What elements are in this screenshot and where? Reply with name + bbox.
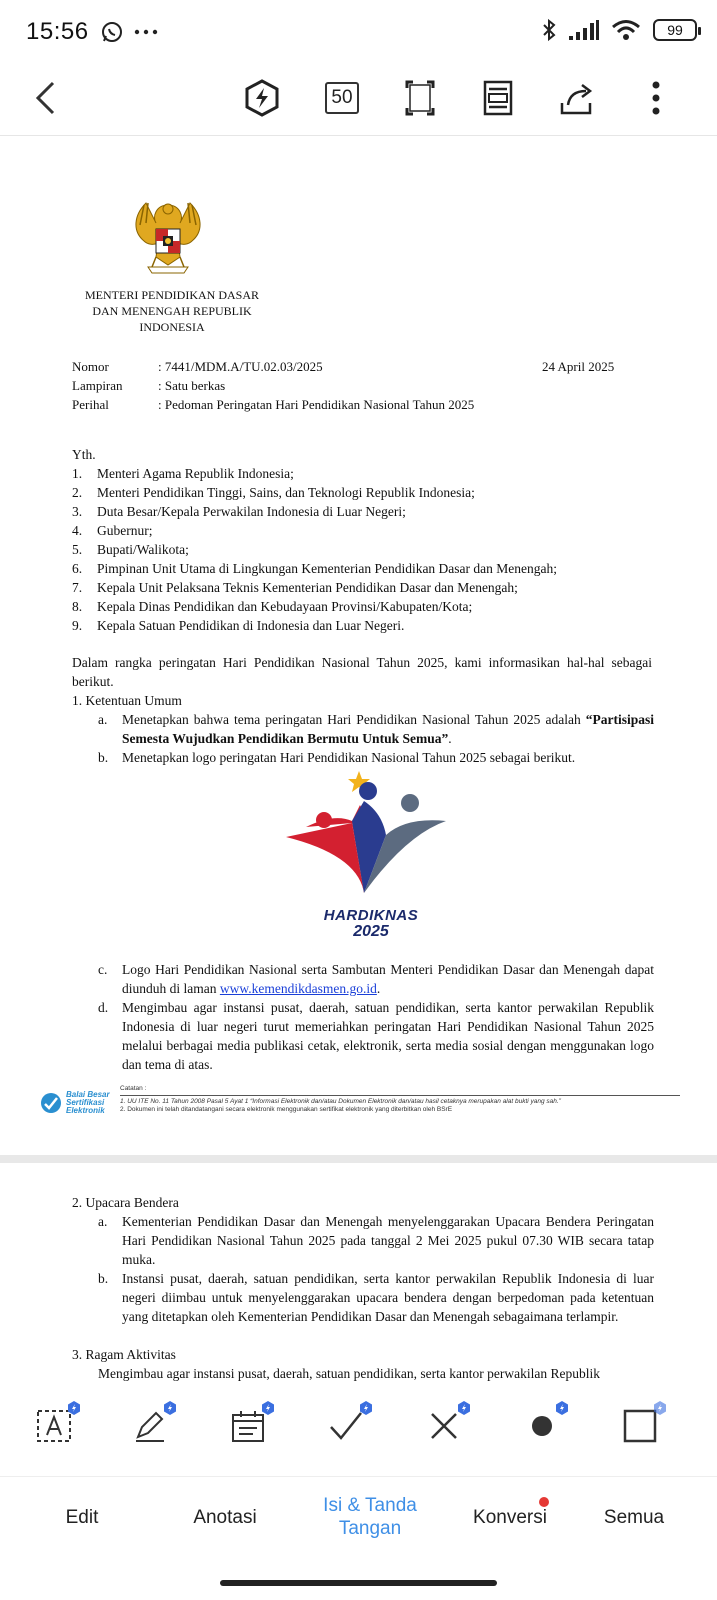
battery-icon xyxy=(653,19,697,41)
list-number: 6. xyxy=(72,561,83,576)
bsre-line: Balai Besar xyxy=(66,1090,110,1099)
page-count-button[interactable] xyxy=(318,74,366,122)
logo-title: HARDIKNAS xyxy=(323,907,419,924)
website-link[interactable]: www.kemendikdasmen.go.id xyxy=(219,981,377,996)
note-item: 2. Dokumen ini telah ditandatangani secara elektronik menggunakan sertifikat elektronik yang diterbitkan oleh BSrE xyxy=(120,1106,453,1113)
list-item xyxy=(72,502,672,521)
intro-paragraph: Dalam rangka peringatan Hari Pendidikan Nasional Tahun 2025, kami informasikan hal-hal sebagai berikut. xyxy=(72,655,652,689)
sub-item xyxy=(98,1212,654,1269)
sub-text-plain: Logo Hari Pendidikan Nasional serta Sambutan Menteri Pendidikan Dasar dan Menengah dapat diunduh di laman xyxy=(122,962,654,996)
bsre-logo-icon xyxy=(40,1092,62,1114)
back-button[interactable] xyxy=(22,74,70,122)
whatsapp-icon xyxy=(100,20,124,44)
sub-item xyxy=(98,960,654,998)
meta-row-lampiran xyxy=(72,376,474,395)
sub-label: c. xyxy=(98,962,108,977)
sub-item xyxy=(98,998,654,1074)
logo-year: 2025 xyxy=(353,923,389,940)
section-heading: 2. Upacara Bendera xyxy=(72,1195,179,1210)
clock: 15:56 xyxy=(26,18,89,45)
status-right-icons xyxy=(541,18,697,42)
list-number: 9. xyxy=(72,618,83,633)
home-indicator[interactable] xyxy=(220,1580,497,1586)
list-number: 1. xyxy=(72,466,83,481)
list-item xyxy=(72,597,672,616)
wifi-icon xyxy=(611,19,641,41)
ministry-header: MENTERI PENDIDIKAN DASAR DAN MENENGAH REPUBLIK INDONESIA xyxy=(85,288,259,334)
tab-fill-sign[interactable]: Isi & Tanda Tangan xyxy=(323,1495,417,1539)
paragraph: Mengimbau agar instansi pusat, daerah, satuan pendidikan, serta kantor perwakilan Republik xyxy=(98,1366,600,1381)
share-icon xyxy=(560,81,596,115)
list-text: Pimpinan Unit Utama di Lingkungan Kementerian Pendidikan Dasar dan Menengah; xyxy=(97,561,558,576)
list-text: Duta Besar/Kepala Perwakilan Indonesia di Luar Negeri; xyxy=(97,504,406,519)
tab-all[interactable]: Semua xyxy=(603,1506,665,1528)
document-page-2 xyxy=(0,1163,717,1413)
list-number: 5. xyxy=(72,542,83,557)
more-icon xyxy=(651,80,661,116)
rectangle-tool[interactable] xyxy=(610,1398,670,1454)
section-heading: 3. Ragam Aktivitas xyxy=(72,1347,176,1362)
premium-badge-icon xyxy=(358,1400,374,1416)
sub-item xyxy=(98,710,654,748)
list-text: Kepala Unit Pelaksana Teknis Kementerian Pendidikan Dasar dan Menengah; xyxy=(97,580,518,595)
crop-button[interactable] xyxy=(396,74,444,122)
list-text: Menteri Pendidikan Tinggi, Sains, dan Teknologi Republik Indonesia; xyxy=(97,485,475,500)
top-toolbar xyxy=(0,64,717,136)
reader-view-button[interactable] xyxy=(474,74,522,122)
text-box-tool[interactable] xyxy=(24,1398,84,1454)
sub-text xyxy=(122,960,654,998)
sub-label: a. xyxy=(98,712,108,727)
list-item xyxy=(72,483,672,502)
dot-tool[interactable] xyxy=(512,1398,572,1454)
sub-label: b. xyxy=(98,1271,109,1286)
theme-text: “Partisipasi Semesta Wujudkan Pendidikan Bermutu Untuk Semua” xyxy=(122,712,654,746)
premium-badge-icon xyxy=(66,1400,82,1416)
bsre-line: Elektronik xyxy=(66,1106,105,1115)
premium-badge-icon xyxy=(456,1400,472,1416)
sub-text-end: . xyxy=(376,981,381,996)
letter-meta xyxy=(72,357,474,414)
premium-badge-icon xyxy=(652,1400,668,1416)
battery-level: 99 xyxy=(667,22,683,38)
list-text: Bupati/Walikota; xyxy=(97,542,189,557)
list-number: 8. xyxy=(72,599,83,614)
list-number: 4. xyxy=(72,523,83,538)
sub-label: b. xyxy=(98,750,109,765)
form-tool[interactable] xyxy=(218,1398,278,1454)
list-item xyxy=(72,540,672,559)
list-text: Gubernur; xyxy=(97,523,153,538)
hardiknas-logo xyxy=(286,765,456,945)
meta-row-perihal xyxy=(72,395,474,414)
list-number: 7. xyxy=(72,580,83,595)
crop-icon xyxy=(405,80,435,116)
ai-boost-icon xyxy=(244,79,280,117)
notes-title: Catatan : xyxy=(120,1085,147,1092)
bsre-text xyxy=(66,1091,110,1115)
status-left-icons xyxy=(100,20,158,44)
list-item xyxy=(72,578,672,597)
list-text: Kepala Satuan Pendidikan di Indonesia dan Luar Negeri. xyxy=(97,618,405,633)
back-icon xyxy=(33,80,59,116)
meta-row-nomor xyxy=(72,357,474,376)
reader-view-icon xyxy=(483,80,513,116)
page-footer xyxy=(40,1085,680,1125)
sub-text: Instansi pusat, daerah, satuan pendidikan, serta kantor perwakilan Republik Indonesia di luar negeri diimbau untuk menyelenggarakan upacara bendera dengan berpedoman pada ketentuan yang ditetapkan oleh Kementerian Pendidikan Dasar dan Menengah sebagaimana terlampir. xyxy=(122,1271,654,1324)
list-item xyxy=(72,521,672,540)
bsre-logo xyxy=(40,1091,110,1115)
list-number: 2. xyxy=(72,485,83,500)
document-page-1 xyxy=(0,145,717,1138)
meta-key: Nomor xyxy=(72,359,109,374)
meta-value: : 7441/MDM.A/TU.02.03/2025 xyxy=(158,359,323,374)
signature-tool[interactable] xyxy=(120,1398,180,1454)
letter-date: 24 April 2025 xyxy=(542,359,615,374)
list-item xyxy=(72,559,672,578)
tab-convert[interactable]: Konversi xyxy=(473,1506,547,1528)
recipient-list xyxy=(72,464,672,635)
share-button[interactable] xyxy=(554,74,602,122)
garuda-emblem-icon xyxy=(126,195,210,281)
sub-label: d. xyxy=(98,1000,109,1015)
section-heading: 1. Ketentuan Umum xyxy=(72,693,182,708)
meta-key: Perihal xyxy=(72,397,109,412)
page-count: 50 xyxy=(325,82,359,114)
sub-text-plain: Menetapkan bahwa tema peringatan Hari Pendidikan Nasional Tahun 2025 adalah xyxy=(122,712,581,727)
meta-value: : Pedoman Peringatan Hari Pendidikan Nasional Tahun 2025 xyxy=(158,397,475,412)
checkmark-tool[interactable] xyxy=(316,1398,376,1454)
page-divider xyxy=(0,1155,717,1163)
bluetooth-icon xyxy=(541,18,557,42)
tab-edit[interactable]: Edit xyxy=(65,1506,99,1528)
footer-notes xyxy=(120,1085,680,1114)
notification-dot xyxy=(539,1497,549,1507)
tab-annotate[interactable]: Anotasi xyxy=(193,1506,257,1528)
more-dots-icon xyxy=(134,28,158,36)
cross-tool[interactable] xyxy=(414,1398,474,1454)
sub-text: Mengimbau agar instansi pusat, daerah, satuan pendidikan, serta kantor perwakilan Republik Indonesia di luar negeri turut memeriahkan peringatan Hari Pendidikan Nasional Tahun 2025 melalui berbagai media publikasi cetak, elektronik, serta media sosial dengan menggunakan logo dan tema di atas. xyxy=(122,1000,654,1072)
cross-tool-icon xyxy=(429,1411,459,1441)
dot-tool-icon xyxy=(530,1414,554,1438)
sub-text: Menetapkan logo peringatan Hari Pendidikan Nasional Tahun 2025 sebagai berikut. xyxy=(122,750,576,765)
more-button[interactable] xyxy=(632,74,680,122)
sub-label: a. xyxy=(98,1214,108,1229)
list-text: Kepala Dinas Pendidikan dan Kebudayaan Provinsi/Kabupaten/Kota; xyxy=(97,599,473,614)
bsre-line: Sertifikasi xyxy=(66,1098,105,1107)
list-text: Menteri Agama Republik Indonesia; xyxy=(97,466,294,481)
salutation: Yth. xyxy=(72,447,96,462)
list-item xyxy=(72,464,672,483)
ai-boost-button[interactable] xyxy=(238,74,286,122)
premium-badge-icon xyxy=(554,1400,570,1416)
signal-icon xyxy=(569,20,599,40)
fill-sign-tool-tray xyxy=(0,1390,717,1460)
sub-item xyxy=(98,1269,654,1326)
premium-badge-icon xyxy=(260,1400,276,1416)
bottom-tab-bar xyxy=(0,1476,717,1556)
premium-badge-icon xyxy=(162,1400,178,1416)
list-number: 3. xyxy=(72,504,83,519)
meta-key: Lampiran xyxy=(72,378,123,393)
meta-value: : Satu berkas xyxy=(158,378,226,393)
sub-text: Kementerian Pendidikan Dasar dan Menengah menyelenggarakan Upacara Bendera Peringatan Hari Pendidikan Nasional Tahun 2025 pada tanggal 2 Mei 2025 pukul 07.30 WIB secara tatap muka. xyxy=(122,1214,654,1267)
note-item: 1. UU ITE No. 11 Tahun 2008 Pasal 5 Ayat 1 “Informasi Elektronik dan/atau Dokumen Elektronik dan/atau hasil cetaknya merupakan alat bukti yang sah.” xyxy=(120,1095,680,1106)
sub-text-end: . xyxy=(448,731,452,746)
sub-text xyxy=(122,710,654,748)
hardiknas-logo-graphic xyxy=(286,765,456,905)
status-bar xyxy=(0,0,717,64)
list-item xyxy=(72,616,672,635)
